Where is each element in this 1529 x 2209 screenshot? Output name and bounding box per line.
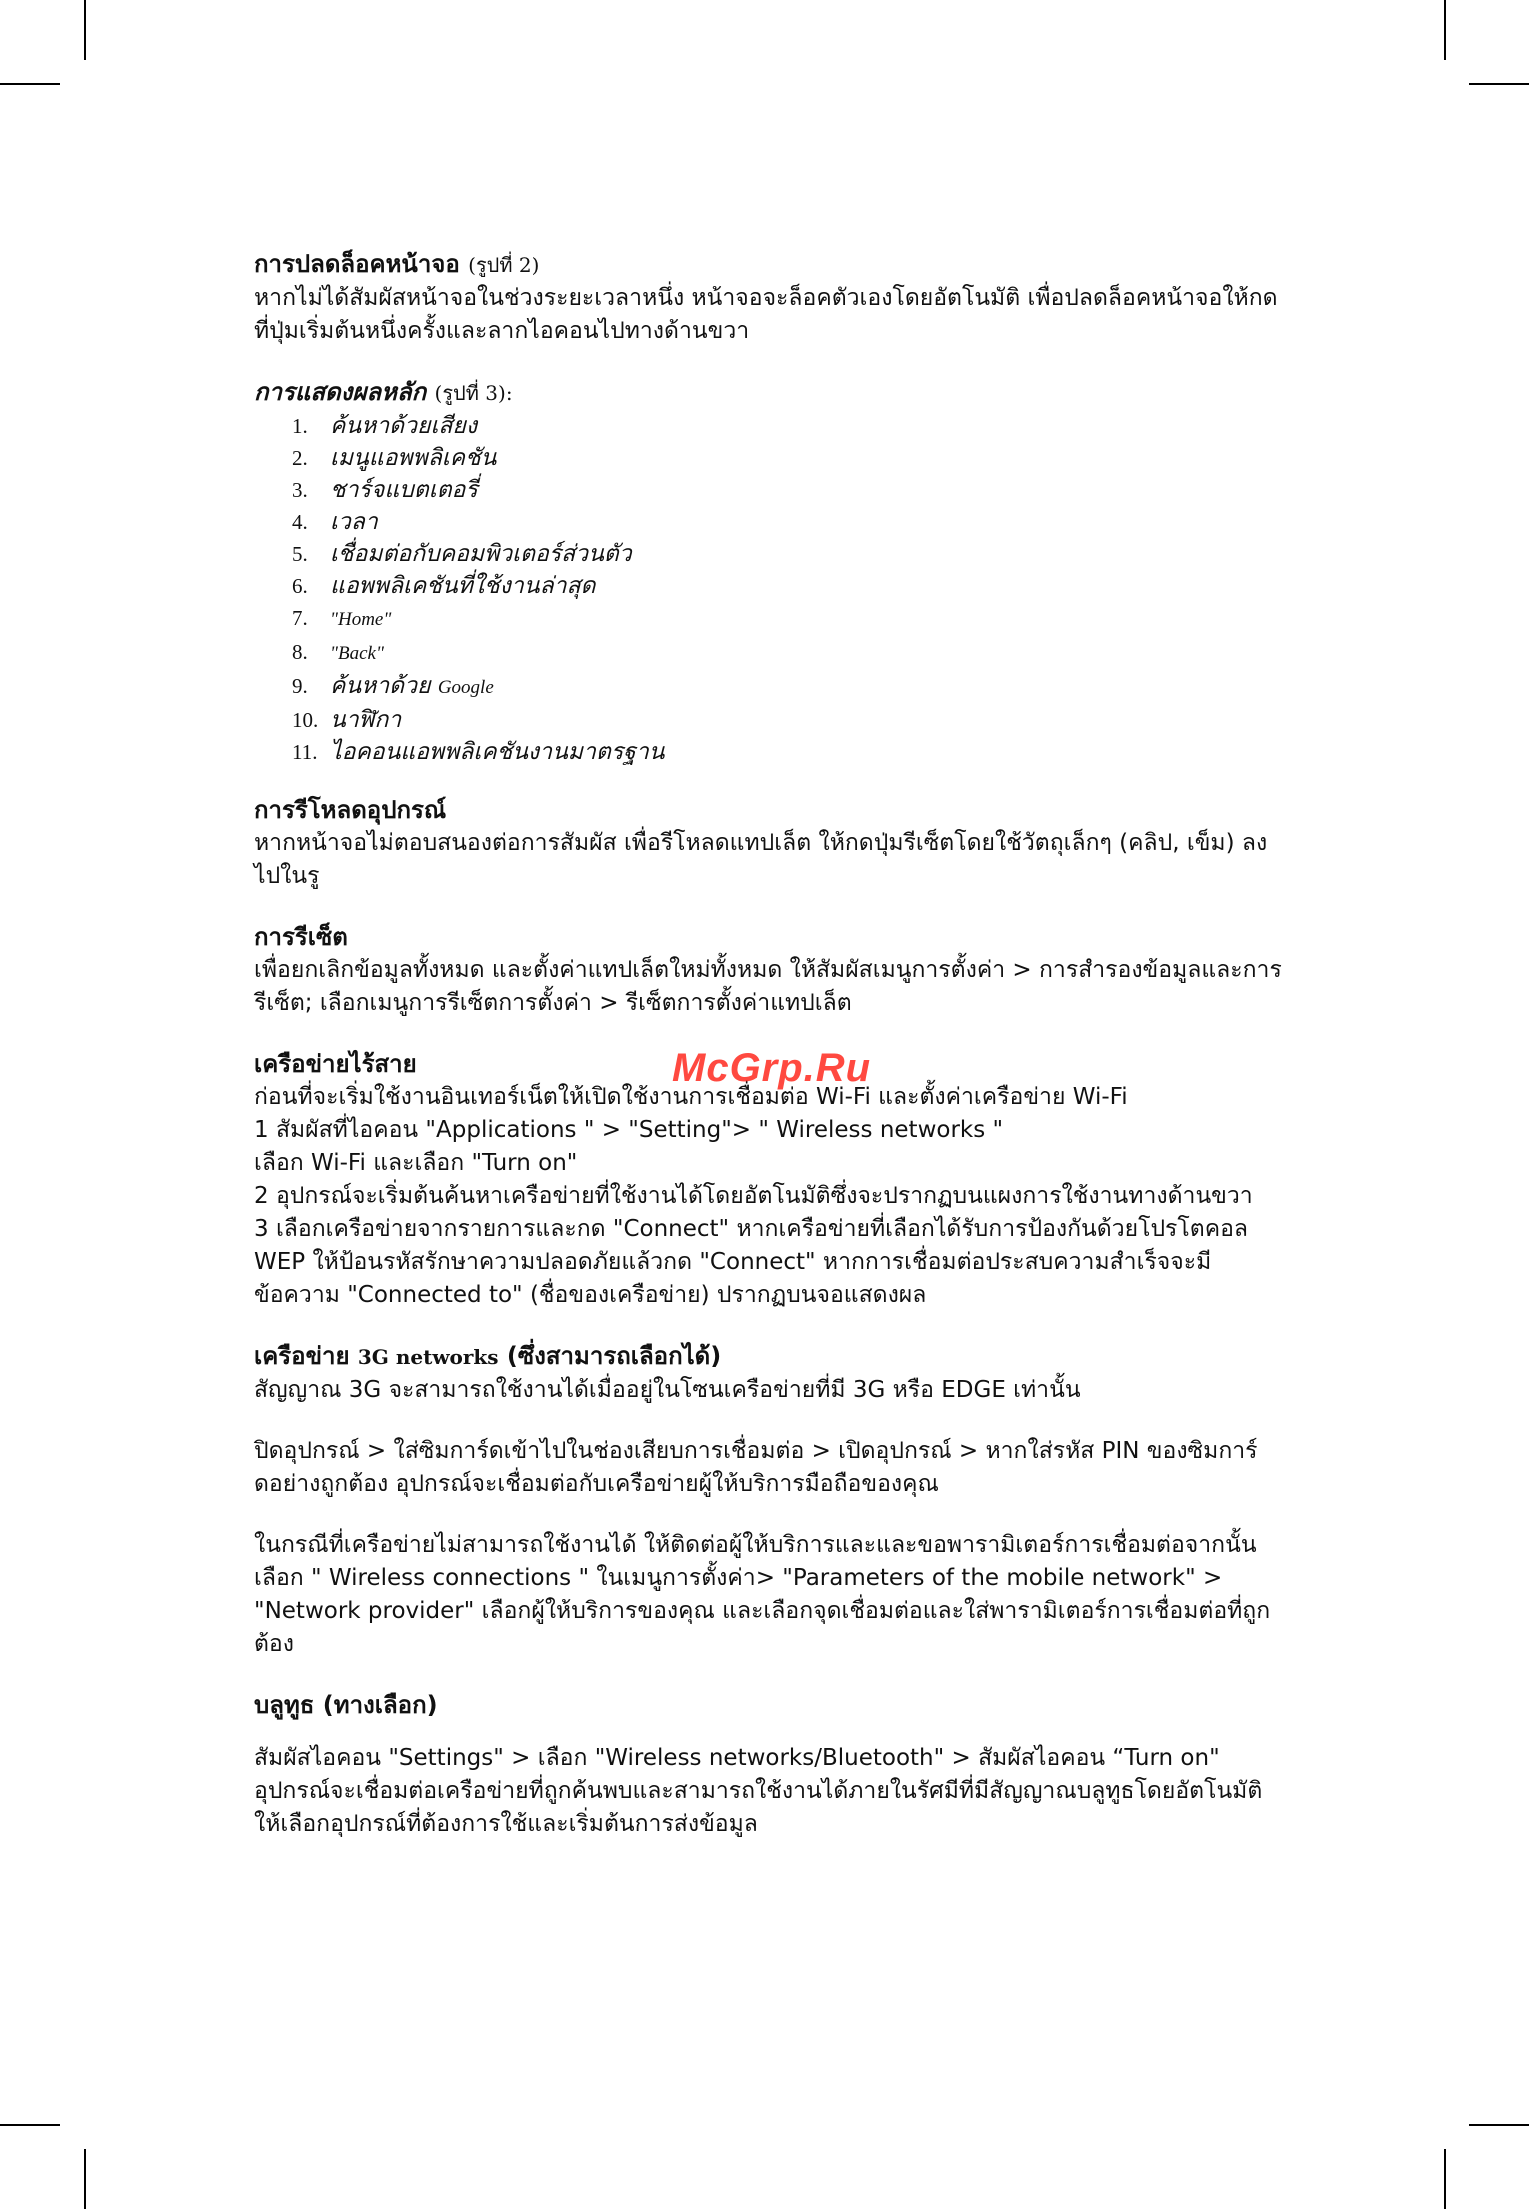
list-item-label: เชื่อมต่อกับคอมพิวเตอร์ส่วนตัว xyxy=(330,541,632,567)
list-item-label: เมนูแอพพลิเคชัน xyxy=(330,445,497,471)
list-item-label: แอพพลิเคชันที่ใช้งานล่าสุด xyxy=(330,573,596,599)
list-item-text xyxy=(330,704,401,736)
step-1: 1 สัมผัสที่ไอคอน "Applications " > "Setting"> " Wireless networks " xyxy=(254,1117,1004,1143)
list-item-number: 3. xyxy=(292,478,308,502)
crop-mark xyxy=(1469,83,1529,85)
list-item-text xyxy=(330,636,384,670)
list-item-text xyxy=(330,506,378,538)
section-unlock xyxy=(254,248,1284,348)
paragraph: สัมผัสไอคอน "Settings" > เลือก "Wireless networks/Bluetooth" > สัมผัสไอคอน “Turn on" อุปกรณ์จะเชื่อมต่อเครือข่ายที่ถูกค้นพบและสามารถใช้งานได้ภายในรัศมีที่มีสัญญาณบลูทูธโดยอัตโนมัติ ให้เลือกอุปกรณ์ที่ต้องการใช้และเริ่มต้นการส่งข้อมูล xyxy=(254,1745,1263,1837)
step-3: 3 เลือกเครือข่ายจากรายการและกด "Connect" หากเครือข่ายที่เลือกได้รับการป้องกันด้วยโปรโตคอล WEP ให้ป้อนรหัสรักษาความปลอดภัยแล้วกด "Connect" หากการเชื่อมต่อประสบความสำเร็จจะมีข้อความ "Connected to" (ชื่อของเครือข่าย) ปรากฏบนจอแสดงผล xyxy=(254,1216,1248,1308)
list-item-label: ไอคอนแอพพลิเคชันงานมาตรฐาน xyxy=(330,739,665,765)
feature-list xyxy=(292,410,1284,768)
step-1-detail: เลือก Wi-Fi และเลือก "Turn on" xyxy=(254,1150,578,1176)
list-item xyxy=(292,704,1284,736)
paragraph: หากหน้าจอไม่ตอบสนองต่อการสัมผัส เพื่อรีโหลดแทปเล็ต ให้กดปุ่มรีเซ็ตโดยใช้วัตถุเล็กๆ (คลิป, เข็ม) ลงไปในรู xyxy=(254,830,1268,889)
paragraph: ก่อนที่จะเริ่มใช้งานอินเทอร์เน็ตให้เปิดใช้งานการเชื่อมต่อ Wi-Fi และตั้งค่าเครือข่าย Wi-Fi xyxy=(254,1084,1128,1110)
section-title: การรีโหลดอุปกรณ์ xyxy=(254,796,447,824)
list-item xyxy=(292,442,1284,474)
list-item-text xyxy=(330,442,496,474)
list-item-label: เวลา xyxy=(330,509,378,535)
list-item-number: 2. xyxy=(292,446,308,470)
title-text: การปลดล็อคหน้าจอ xyxy=(254,250,460,278)
paragraph: เพื่อยกเลิกข้อมูลทั้งหมด และตั้งค่าแทปเล็ตใหม่ทั้งหมด ให้สัมผัสเมนูการตั้งค่า > การสำรองข้อมูลและการรีเซ็ต; เลือกเมนูการรีเซ็ตการตั้งค่า > รีเซ็ตการตั้งค่าแทปเล็ต xyxy=(254,957,1282,1016)
list-item-text xyxy=(330,570,596,602)
title-en: 3G networks xyxy=(357,1345,499,1369)
figure-ref: (รูปที่ 3): xyxy=(434,381,513,405)
list-item xyxy=(292,410,1284,442)
section-title: การรีเซ็ต xyxy=(254,923,348,951)
watermark: McGrp.Ru xyxy=(672,1046,872,1090)
list-item-label: ค้นหาด้วย xyxy=(330,673,431,699)
crop-mark xyxy=(1444,0,1446,60)
list-item-text xyxy=(330,410,477,442)
section-reset xyxy=(254,921,1284,1020)
crop-mark xyxy=(84,2149,86,2209)
paragraph: หากไม่ได้สัมผัสหน้าจอในช่วงระยะเวลาหนึ่ง หน้าจอจะล็อคตัวเองโดยอัตโนมัติ เพื่อปลดล็อคหน้าจอให้กดที่ปุ่มเริ่มต้นหนึ่งครั้งและลากไอคอนไปทางด้านขวา xyxy=(254,285,1278,344)
list-item xyxy=(292,736,1284,768)
list-item-number: 1. xyxy=(292,414,308,438)
section-title xyxy=(254,376,1284,410)
list-item-label: นาฬิกา xyxy=(330,707,402,733)
list-item-label: "Home" xyxy=(330,609,392,630)
list-item-number: 11. xyxy=(292,740,318,764)
list-item xyxy=(292,538,1284,570)
paragraph: ในกรณีที่เครือข่ายไม่สามารถใช้งานได้ ให้ติดต่อผู้ให้บริการและและขอพารามิเตอร์การเชื่อมต่อจากนั้นเลือก " Wireless connections " ในเมนูการตั้งค่า> "Parameters of the mobile network" > "Network provider" เลือกผู้ให้บริการของคุณ และเลือกจุดเชื่อมต่อและใส่พารามิเตอร์การเชื่อมต่อที่ถูกต้อง xyxy=(254,1532,1271,1657)
list-item-text xyxy=(330,538,632,570)
list-item-suffix: Google xyxy=(437,677,494,698)
list-item xyxy=(292,474,1284,506)
list-item-label: ชาร์จแบตเตอรี่ xyxy=(330,477,478,503)
section-wireless xyxy=(254,1048,1284,1312)
section-home-display xyxy=(254,376,1284,768)
section-reload xyxy=(254,794,1284,893)
list-item-label: ค้นหาด้วยเสียง xyxy=(330,413,478,439)
crop-mark xyxy=(1469,2124,1529,2126)
crop-mark xyxy=(1444,2149,1446,2209)
crop-mark xyxy=(84,0,86,60)
section-title xyxy=(254,248,1284,282)
document-body xyxy=(254,248,1284,1841)
crop-mark xyxy=(0,83,60,85)
list-item xyxy=(292,602,1284,636)
list-item-text xyxy=(330,736,665,768)
section-title xyxy=(254,1340,1284,1374)
list-item xyxy=(292,636,1284,670)
list-item-number: 4. xyxy=(292,510,308,534)
list-item-number: 8. xyxy=(292,640,308,664)
list-item-text xyxy=(330,670,494,704)
paragraph: สัญญาณ 3G จะสามารถใช้งานได้เมื่ออยู่ในโซนเครือข่ายที่มี 3G หรือ EDGE เท่านั้น xyxy=(254,1377,1081,1403)
paragraph: ปิดอุปกรณ์ > ใส่ซิมการ์ดเข้าไปในช่องเสียบการเชื่อมต่อ > เปิดอุปกรณ์ > หากใส่รหัส PIN ของซิมการ์ดอย่างถูกต้อง อุปกรณ์จะเชื่อมต่อกับเครือข่ายผู้ให้บริการมือถือของคุณ xyxy=(254,1438,1258,1497)
title-tail: (ซึ่งสามารถเลือกได้) xyxy=(506,1342,722,1370)
section-title xyxy=(254,1689,1284,1722)
section-title: เครือข่ายไร้สาย xyxy=(254,1050,417,1078)
list-item-number: 6. xyxy=(292,574,308,598)
list-item xyxy=(292,506,1284,538)
list-item-number: 7. xyxy=(292,606,308,630)
list-item-number: 9. xyxy=(292,674,308,698)
step-2: 2 อุปกรณ์จะเริ่มต้นค้นหาเครือข่ายที่ใช้งานได้โดยอัตโนมัติซึ่งจะปรากฏบนแผงการใช้งานทางด้านขวา xyxy=(254,1183,1253,1209)
list-item-text xyxy=(330,474,478,506)
list-item-number: 10. xyxy=(292,708,319,732)
list-item-label: "Back" xyxy=(330,643,384,664)
list-item-number: 5. xyxy=(292,542,308,566)
section-3g xyxy=(254,1340,1284,1661)
list-item xyxy=(292,570,1284,602)
crop-mark xyxy=(0,2124,60,2126)
list-item-text xyxy=(330,602,391,636)
title-tail: (ทางเลือก) xyxy=(322,1691,438,1719)
section-bluetooth xyxy=(254,1689,1284,1841)
title-text: การแสดงผลหลัก xyxy=(254,378,427,406)
figure-ref: (รูปที่ 2) xyxy=(468,253,540,277)
list-item xyxy=(292,670,1284,704)
title-text: บลูทูธ xyxy=(254,1691,315,1719)
title-text: เครือข่าย xyxy=(254,1342,350,1370)
